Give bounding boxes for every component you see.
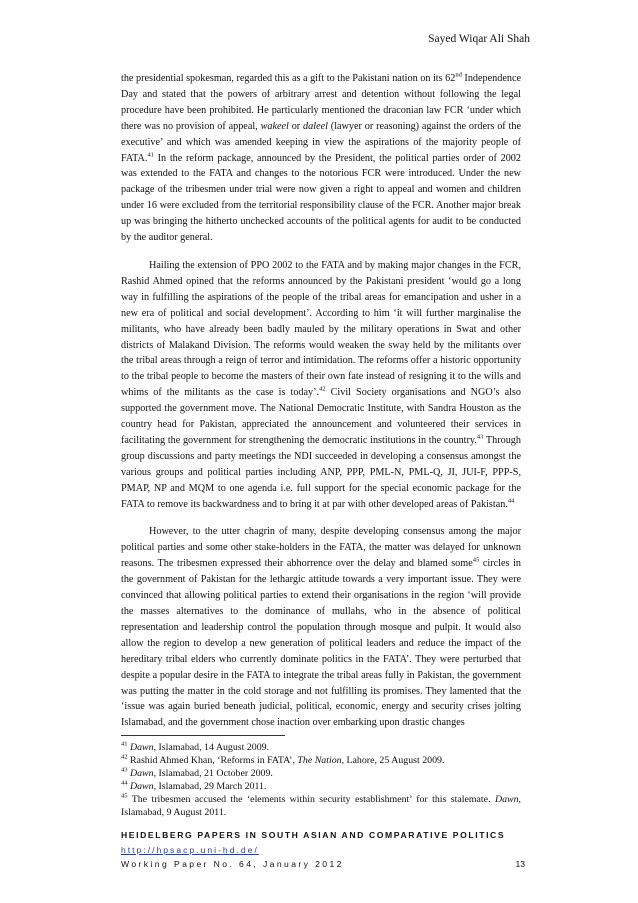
text-run: Civil Society organisations and NGO’s also supported the government move. The National Democratic Institute, with Sandra Houston as the country head for Pakistan, appreciated the announcement and volunteered their services in facilitating the government for strengthening the democratic institutions in the country. [121,387,521,446]
paragraph-1 [121,71,521,246]
text-run: Through group discussions and party meetings the NDI succeeded in developing a consensus amongst the various groups and political parties including ANP, PPP, PML-N, PML-Q, JI, JUI-F, PPP-S, PMAP, NP and MQM to one agenda i.e. full support for the special economic package for the FATA to remove its backwardness and to bring it at par with other developed areas of Pakistan. [121,434,521,510]
text-run: Independence Day and stated that the powers of arbitrary arrest and detention without following the legal procedure have been prohibited. He particularly mentioned the draconian law FCR ‘under which there was no provision of appeal, [121,73,521,132]
footnote-marker: nd [455,71,462,79]
footnote-marker: 43 [121,766,128,774]
text-run: Rashid Ahmed Khan, ‘Reforms in FATA’, [127,755,298,766]
page-number: 13 [515,859,525,869]
text-run: (lawyer or reasoning) against the orders of the executive’ and which was amended keeping in view the aspirations of the majority people of FATA. [121,120,521,164]
footnote-marker: 44 [507,497,515,505]
italic-text: daleel [303,120,328,132]
italic-text: Dawn [129,768,154,779]
body-text [121,71,521,743]
footnote-marker: 41 [121,740,128,748]
paragraph-2 [121,258,521,513]
footnote-marker: 45 [121,792,128,800]
text-run: , Lahore, 25 August 2009. [341,755,445,766]
text-run: , Islamabad, 9 August 2011. [121,794,521,818]
footnote-marker: 42 [319,385,326,393]
footnote-divider [121,735,285,736]
text-run: The tribesmen accused the ‘elements within security establishment’ for this stalemate. [127,794,495,805]
text-run: or [288,120,304,132]
footnote-marker: 43 [476,433,484,441]
footnote-marker: 44 [121,779,128,787]
footnote-41 [121,741,521,754]
text-run: , Islamabad, 29 March 2011. [153,781,267,792]
italic-text: Dawn [494,794,519,805]
footnote-43 [121,767,521,780]
text-run: In the reform package, announced by the President, the political parties order of 2002 was extended to the FATA and changes to the notorious FCR were introduced. Under the new package of the tribesmen under trial were now given a right to appeal and women and children under 16 were excluded from the territorial responsibility clause of the FCR. Another major break up was bringing the hitherto unchecked accounts of the political agents for audit to be conducted by the auditor general. [121,152,521,244]
text-run: the presidential spokesman, regarded this as a gift to the Pakistani nation on its 62 [121,73,456,84]
running-header-author: Sayed Wiqar Ali Shah [428,33,530,45]
italic-text: Dawn [129,781,154,792]
paragraph-3 [121,524,521,731]
text-run: , Islamabad, 21 October 2009. [153,768,273,779]
page-footer [121,830,521,869]
footnote-44 [121,780,521,793]
text-run: , Islamabad, 14 August 2009. [153,742,270,753]
footnote-marker: 41 [147,151,154,159]
footnote-marker: 42 [121,753,128,761]
footnote-42 [121,754,521,767]
text-run: However, to the utter chagrin of many, despite developing consensus among the major political parties and some other stake-holders in the FATA, the matter was delayed for unknown reasons. The tribesmen expressed their abhorrence over the delay and blamed some [121,526,521,570]
footnote-marker: 45 [472,556,480,564]
working-paper-info: Working Paper No. 64, January 2012 [121,859,344,869]
italic-text: The Nation [297,755,342,766]
footnotes [121,741,521,819]
text-run: circles in the government of Pakistan for the lethargic attitude towards a very important issue. They were convinced that allowing political parties to extend their organisations in the region ‘will provide the masses alternatives to the dominance of mullahs, who in the absence of political representation and leadership control the population through mosque and pulpit. It would also allow the region to develop a new generation of political leaders and reduce the impact of the hereditary tribal elders who currently dominate politics in the FATA’. They were perturbed that despite a popular desire in the FATA to integrate the tribal areas fully in Pakistan, the government was putting the matter in the cold storage and not fulfilling its promises. They lamented that the ‘issue was again buried beneath judicial, political, economic, energy and security crises jolting Islamabad, and the government chose inaction over embarking upon drastic changes [121,558,521,729]
footnote-45 [121,793,521,819]
italic-text: Dawn [129,742,154,753]
text-run: Hailing the extension of PPO 2002 to the FATA and by making major changes in the FCR, Rashid Ahmed opined that the reforms announced by the Pakistani president ‘would go a long way in fulfilling the aspirations of the people of the tribal areas for emancipation and usher in a new era of political and social development’. According to him ‘it will further marginalise the militants, who have already been badly mauled by the military operations in Swat and other districts of Malakand Division. The reforms would weaken the sway held by the militants over the tribal areas through a reign of terror and intimidation. The reforms offer a historic opportunity to the tribal people to become the masters of their own fate instead of resigning it to the wills and whims of the militants as the case is today’. [121,259,521,399]
journal-series-title: HEIDELBERG PAPERS IN SOUTH ASIAN AND COMPARATIVE POLITICS [121,830,506,840]
journal-website-link[interactable]: http://hpsacp.uni-hd.de/ [121,845,259,855]
italic-text: wakeel [260,120,289,132]
